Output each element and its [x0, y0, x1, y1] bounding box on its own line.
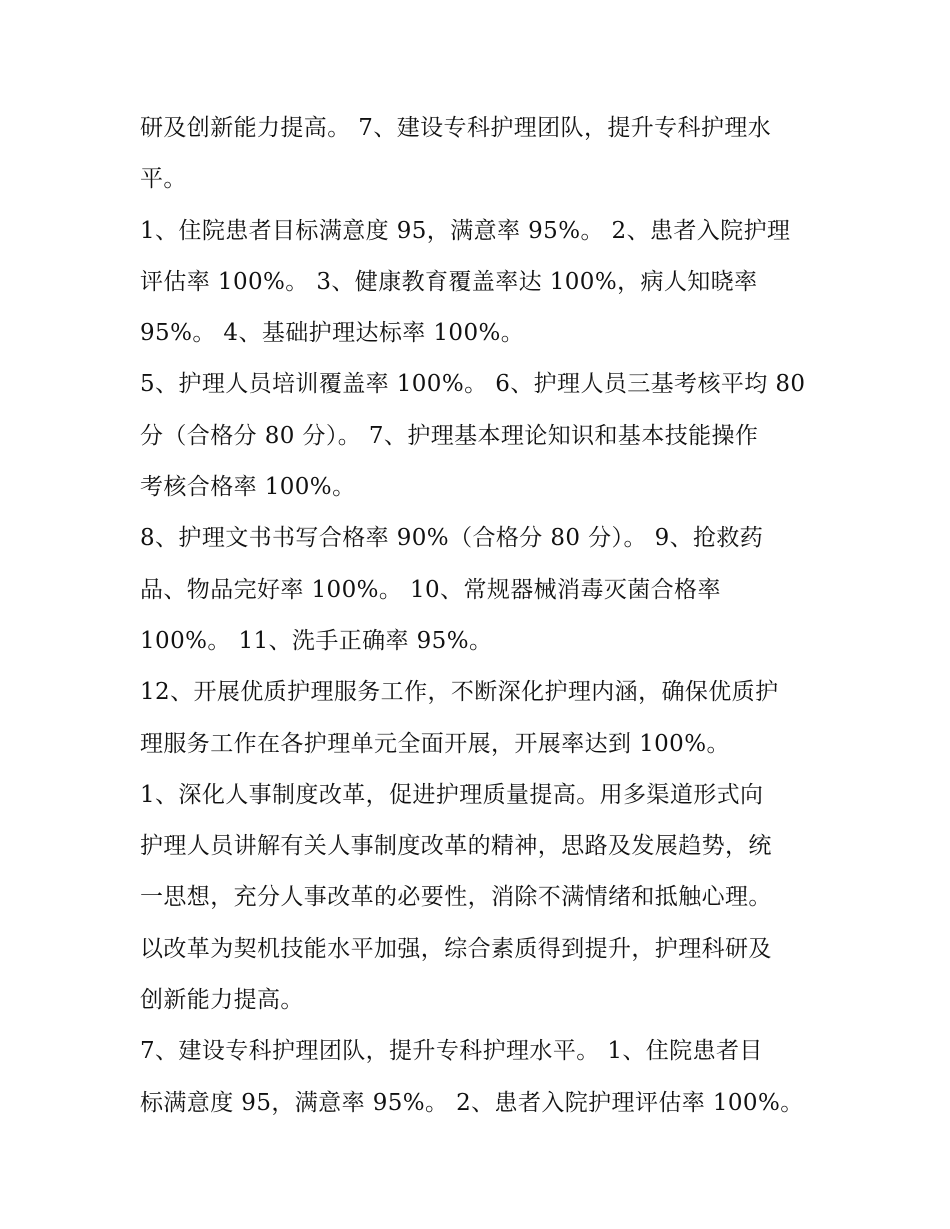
document-body: [140, 103, 820, 1129]
text-line: 评估率 100%。 3、健康教育覆盖率达 100%，病人知晓率: [140, 268, 758, 295]
text-line: 5、护理人员培训覆盖率 100%。 6、护理人员三基考核平均 80: [140, 371, 806, 398]
text-line: 分（合格分 80 分）。 7、护理基本理论知识和基本技能操作: [140, 422, 759, 449]
text-line: 95%。 4、基础护理达标率 100%。: [140, 320, 525, 347]
text-line: 一思想，充分人事改革的必要性，消除不满情绪和抵触心理。: [140, 884, 772, 911]
text-line: 1、深化人事制度改革，促进护理质量提高。用多渠道形式向: [140, 781, 764, 808]
text-line: 100%。 11、洗手正确率 95%。: [140, 627, 493, 654]
text-line: 以改革为契机技能水平加强，综合素质得到提升，护理科研及: [140, 935, 772, 962]
text-line: 护理人员讲解有关人事制度改革的精神，思路及发展趋势，统: [140, 833, 772, 860]
text-line: 考核合格率 100%。: [140, 474, 356, 501]
text-line: 8、护理文书书写合格率 90%（合格分 80 分）。 9、抢救药: [140, 525, 764, 552]
text-line: 平。: [140, 166, 187, 193]
text-line: 1、住院患者目标满意度 95，满意率 95%。 2、患者入院护理: [140, 217, 791, 244]
text-line: 研及创新能力提高。 7、建设专科护理团队，提升专科护理水: [140, 115, 772, 141]
text-line: 12、开展优质护理服务工作，不断深化护理内涵，确保优质护: [140, 679, 779, 706]
text-line: 7、建设专科护理团队，提升专科护理水平。 1、住院患者目: [140, 1038, 763, 1065]
text-line: 品、物品完好率 100%。 10、常规器械消毒灭菌合格率: [140, 576, 721, 603]
text-line: 创新能力提高。: [140, 987, 304, 1014]
text-line: 标满意度 95，满意率 95%。 2、患者入院护理评估率 100%。: [140, 1089, 804, 1116]
text-line: 理服务工作在各护理单元全面开展，开展率达到 100%。: [140, 730, 730, 757]
